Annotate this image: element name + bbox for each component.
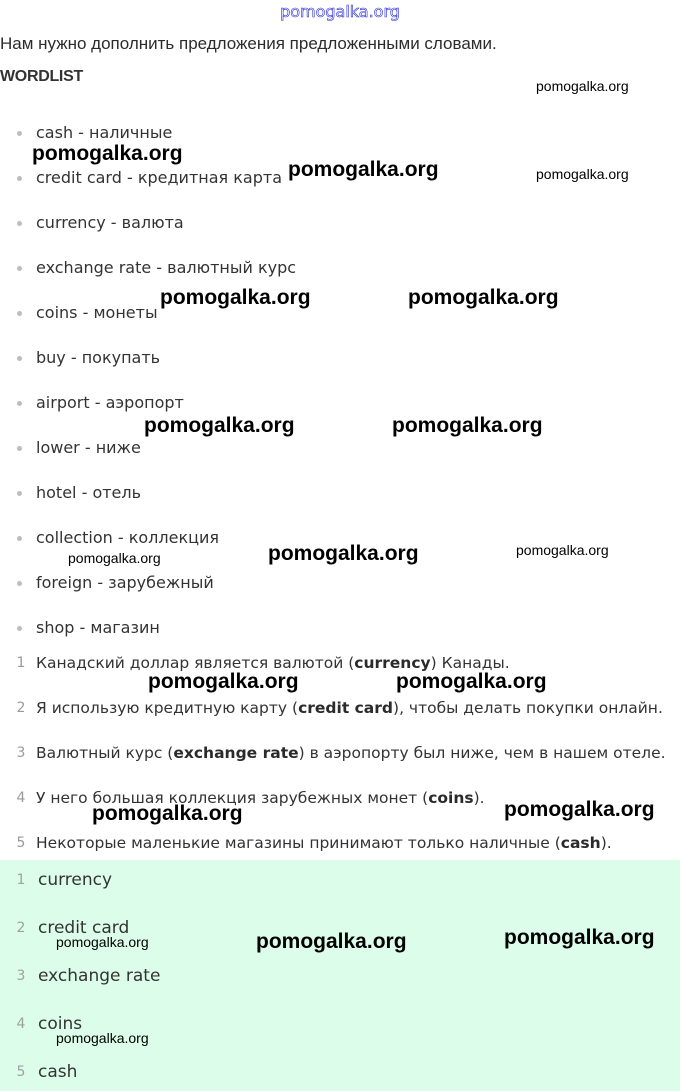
wordlist-title: WORDLIST (0, 68, 83, 85)
sentence-item: 3 Валютный курс (exchange rate) в аэропорту был ниже, чем в нашем отеле. (16, 744, 666, 762)
sentence-item: 4 У него большая коллекция зарубежных монет (coins). (16, 789, 485, 807)
watermark: pomogalka.org (56, 934, 149, 950)
bullet-icon (17, 581, 22, 586)
watermark: pomogalka.org (160, 286, 311, 309)
bullet-icon (17, 536, 22, 541)
bullet-icon (17, 221, 22, 226)
bullet-icon (17, 131, 22, 136)
watermark: pomogalka.org (536, 166, 629, 182)
answer-panel (0, 860, 680, 1091)
answer-item: 5 cash (16, 1062, 78, 1082)
answer-item: 4 coins (16, 1014, 83, 1034)
watermark: pomogalka.org (56, 1030, 149, 1046)
bullet-icon (17, 626, 22, 631)
bullet-icon (17, 176, 22, 181)
bullet-icon (17, 311, 22, 316)
watermark: pomogalka.org (408, 286, 559, 309)
bullet-icon (17, 401, 22, 406)
watermark: pomogalka.org (536, 78, 629, 94)
watermark: pomogalka.org (288, 158, 439, 181)
watermark: pomogalka.org (256, 930, 407, 953)
bullet-icon (17, 446, 22, 451)
watermark: pomogalka.org (392, 414, 543, 437)
watermark: pomogalka.org (504, 926, 655, 949)
watermark: pomogalka.org (68, 550, 161, 566)
sentence-item: 5 Некоторые маленькие магазины принимают только наличные (cash). (16, 834, 612, 852)
watermark: pomogalka.org (268, 542, 419, 565)
answer-item: 3 exchange rate (16, 966, 161, 986)
task-instruction: Нам нужно дополнить предложения предложенными словами. (0, 34, 497, 53)
answer-item: 2 credit card (16, 918, 130, 938)
watermark: pomogalka.org (144, 414, 295, 437)
sentence-item: 2 Я использую кредитную карту (credit card), чтобы делать покупки онлайн. (16, 699, 663, 717)
watermark: pomogalka.org (92, 802, 243, 825)
bullet-icon (17, 491, 22, 496)
watermark: pomogalka.org (32, 142, 183, 165)
watermark: pomogalka.org (516, 542, 609, 558)
bullet-icon (17, 266, 22, 271)
watermark: pomogalka.org (396, 670, 547, 693)
watermark: pomogalka.org (148, 670, 299, 693)
bullet-icon (17, 356, 22, 361)
site-header-link[interactable]: pomogalka.org (280, 2, 400, 21)
sentence-item: 1 Канадский доллар является валютой (currency) Канады. (16, 654, 510, 672)
watermark: pomogalka.org (504, 798, 655, 821)
answer-item: 1 currency (16, 870, 113, 890)
